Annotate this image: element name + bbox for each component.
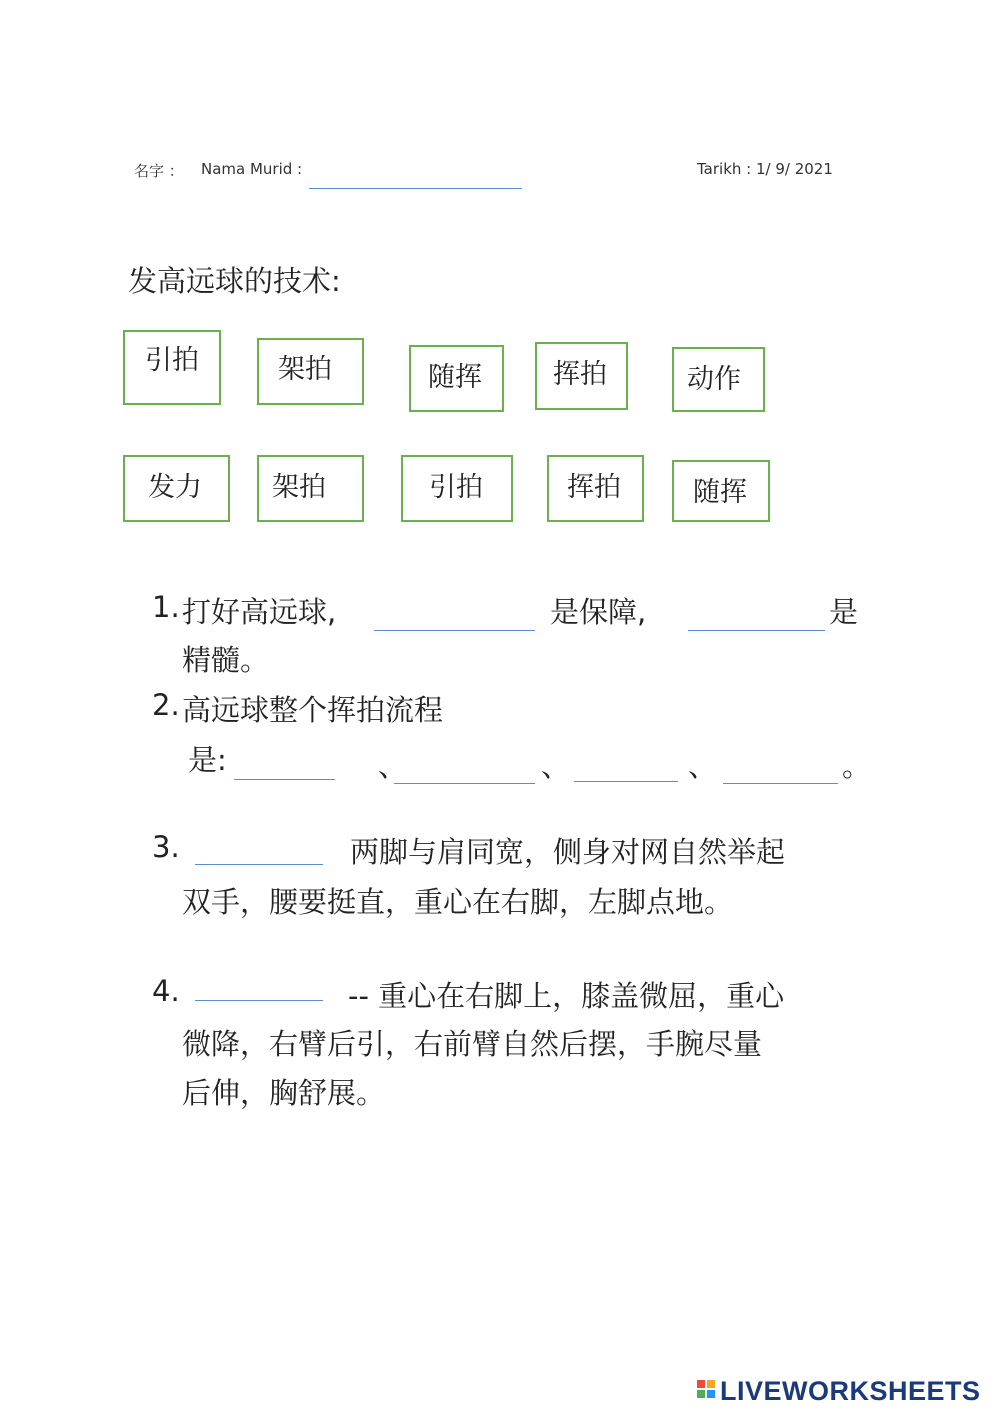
- answer-blank[interactable]: [195, 1000, 323, 1001]
- answer-blank[interactable]: [394, 783, 535, 784]
- answer-blank[interactable]: [374, 630, 535, 631]
- answer-blank[interactable]: [723, 783, 838, 784]
- word-card[interactable]: [123, 330, 221, 405]
- date-label: Tarikh : 1/ 9/ 2021: [697, 160, 833, 178]
- answer-blank[interactable]: [688, 630, 825, 631]
- answer-blank[interactable]: [195, 864, 323, 865]
- word-card[interactable]: [672, 347, 765, 412]
- word-card[interactable]: [123, 455, 230, 522]
- question-text: 是保障,: [550, 595, 647, 629]
- brand-name: LIVEWORKSHEETS: [720, 1376, 981, 1406]
- word-card[interactable]: [547, 455, 644, 522]
- answer-blank[interactable]: [574, 781, 678, 782]
- word-card-label: 架拍: [272, 472, 326, 503]
- word-card[interactable]: [409, 345, 504, 412]
- separator: 、: [541, 749, 571, 783]
- word-card-label: 架拍: [278, 354, 332, 385]
- question-number: 2.: [152, 688, 180, 722]
- word-card[interactable]: [672, 460, 770, 522]
- question-text: 高远球整个挥拍流程: [182, 693, 444, 727]
- question-text: 后伸，胸舒展。: [182, 1076, 386, 1110]
- question-text: 是:: [188, 743, 227, 777]
- name-label-cn: 名字 ：: [134, 162, 184, 180]
- end-mark: 。: [842, 749, 872, 783]
- word-card-label: 随挥: [693, 477, 747, 508]
- word-card[interactable]: [257, 338, 364, 405]
- name-input[interactable]: [309, 188, 522, 189]
- question-text: 精髓。: [182, 643, 270, 677]
- word-card[interactable]: [257, 455, 364, 522]
- question-text: 打好高远球,: [182, 595, 337, 629]
- question-number: 3.: [152, 830, 180, 864]
- separator: 、: [688, 749, 718, 783]
- brand-logo-icon: [697, 1380, 719, 1404]
- word-card-label: 挥拍: [567, 472, 621, 503]
- question-text: 微降，右臂后引，右前臂自然后摆，手腕尽量: [182, 1027, 763, 1061]
- word-card[interactable]: [535, 342, 628, 410]
- question-number: 4.: [152, 974, 180, 1008]
- answer-blank[interactable]: [234, 779, 335, 780]
- question-text: 双手，腰要挺直，重心在右脚，左脚点地。: [182, 885, 734, 919]
- word-card-label: 随挥: [428, 362, 482, 393]
- word-card-label: 挥拍: [553, 359, 607, 390]
- word-card-label: 引拍: [145, 345, 199, 376]
- question-text: 是: [829, 595, 859, 629]
- question-text: 两脚与肩同宽，侧身对网自然举起: [350, 835, 786, 869]
- word-card-label: 动作: [687, 364, 741, 395]
- question-number: 1.: [152, 590, 180, 624]
- word-card-label: 发力: [148, 472, 202, 503]
- word-card-label: 引拍: [429, 472, 483, 503]
- word-card[interactable]: [401, 455, 513, 522]
- separator: 、: [378, 749, 408, 783]
- page-title: 发高远球的技术:: [128, 264, 341, 298]
- question-text: -- 重心在右脚上，膝盖微屈，重心: [348, 979, 785, 1013]
- name-label: Nama Murid :: [201, 160, 303, 178]
